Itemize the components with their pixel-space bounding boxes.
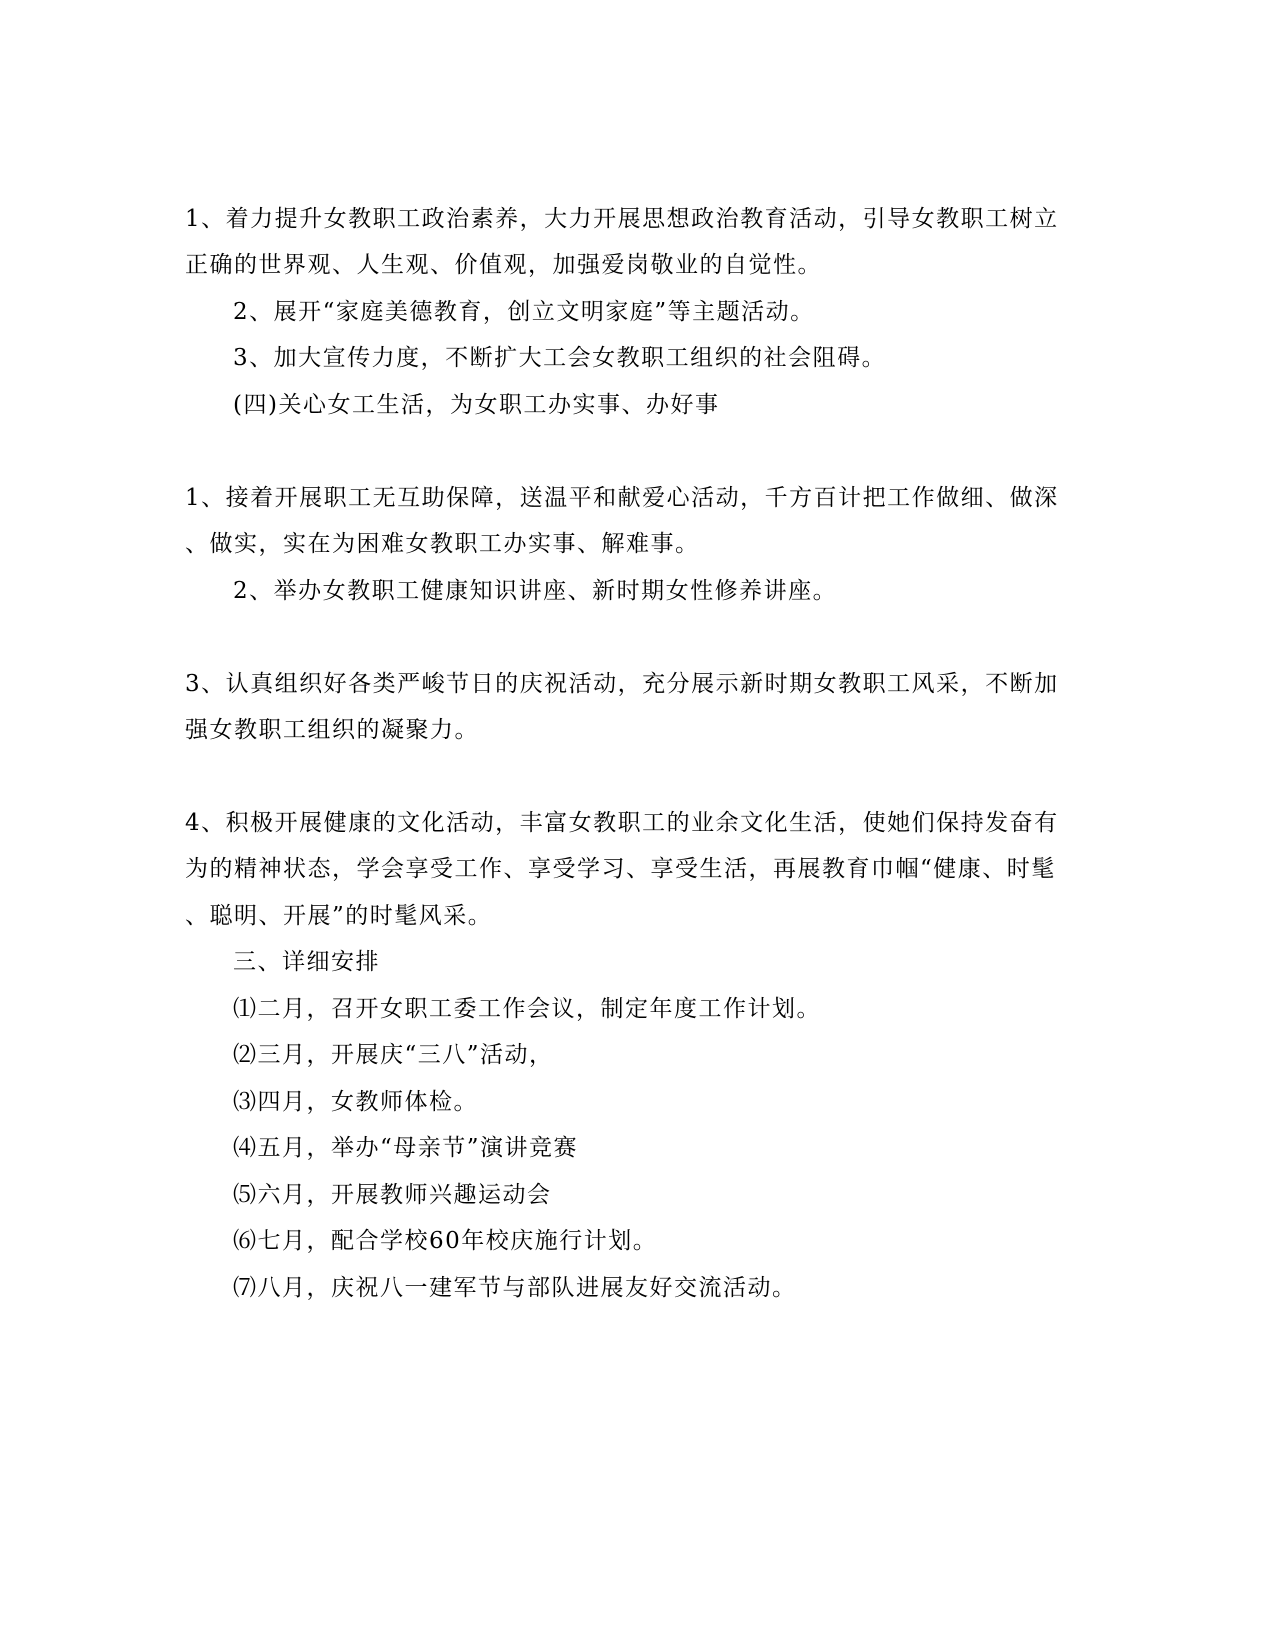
schedule-item-4: ⑷五月，举办“母亲节”演讲竞赛 [233,1135,579,1161]
section-heading-4: (四)关心女工生活，为女职工办实事、办好事 [233,392,720,418]
paragraph-1-line-2: 正确的世界观、人生观、价值观，加强爱岗敬业的自觉性。 [185,252,822,278]
schedule-item-2: ⑵三月，开展庆“三八”活动， [233,1042,554,1068]
item-3-line-2: 强女教职工组织的凝聚力。 [185,717,479,743]
schedule-item-7: ⑺八月，庆祝八一建军节与部队进展友好交流活动。 [233,1275,797,1301]
item-4-line-1: 4、积极开展健康的文化活动，丰富女教职工的业余文化生活，使她们保持发奋有 [185,810,1059,836]
schedule-item-3: ⑶四月，女教师体检。 [233,1089,478,1115]
schedule-item-5: ⑸六月，开展教师兴趣运动会 [233,1182,552,1208]
item-4-line-3: 、聪明、开展”的时髦风采。 [185,903,493,929]
paragraph-2: 2、展开“家庭美德教育，创立文明家庭”等主题活动。 [233,299,815,325]
schedule-item-1: ⑴二月，召开女职工委工作会议，制定年度工作计划。 [233,996,821,1022]
paragraph-1-line-1: 1、着力提升女教职工政治素养，大力开展思想政治教育活动，引导女教职工树立 [185,206,1059,232]
item-1-line-2: 、做实，实在为困难女教职工办实事、解难事。 [185,531,700,557]
item-4-line-2: 为的精神状态，学会享受工作、享受学习、享受生活，再展教育巾帼“健康、时髦 [185,856,1056,882]
item-2: 2、举办女教职工健康知识讲座、新时期女性修养讲座。 [233,578,838,604]
section-heading-3: 三、详细安排 [233,949,380,975]
schedule-item-6: ⑹七月，配合学校60年校庆施行计划。 [233,1228,658,1254]
paragraph-3: 3、加大宣传力度，不断扩大工会女教职工组织的社会阻碍。 [233,345,887,371]
item-1-line-1: 1、接着开展职工无互助保障，送温平和献爱心活动，千方百计把工作做细、做深 [185,485,1059,511]
item-3-line-1: 3、认真组织好各类严峻节日的庆祝活动，充分展示新时期女教职工风采，不断加 [185,671,1059,697]
